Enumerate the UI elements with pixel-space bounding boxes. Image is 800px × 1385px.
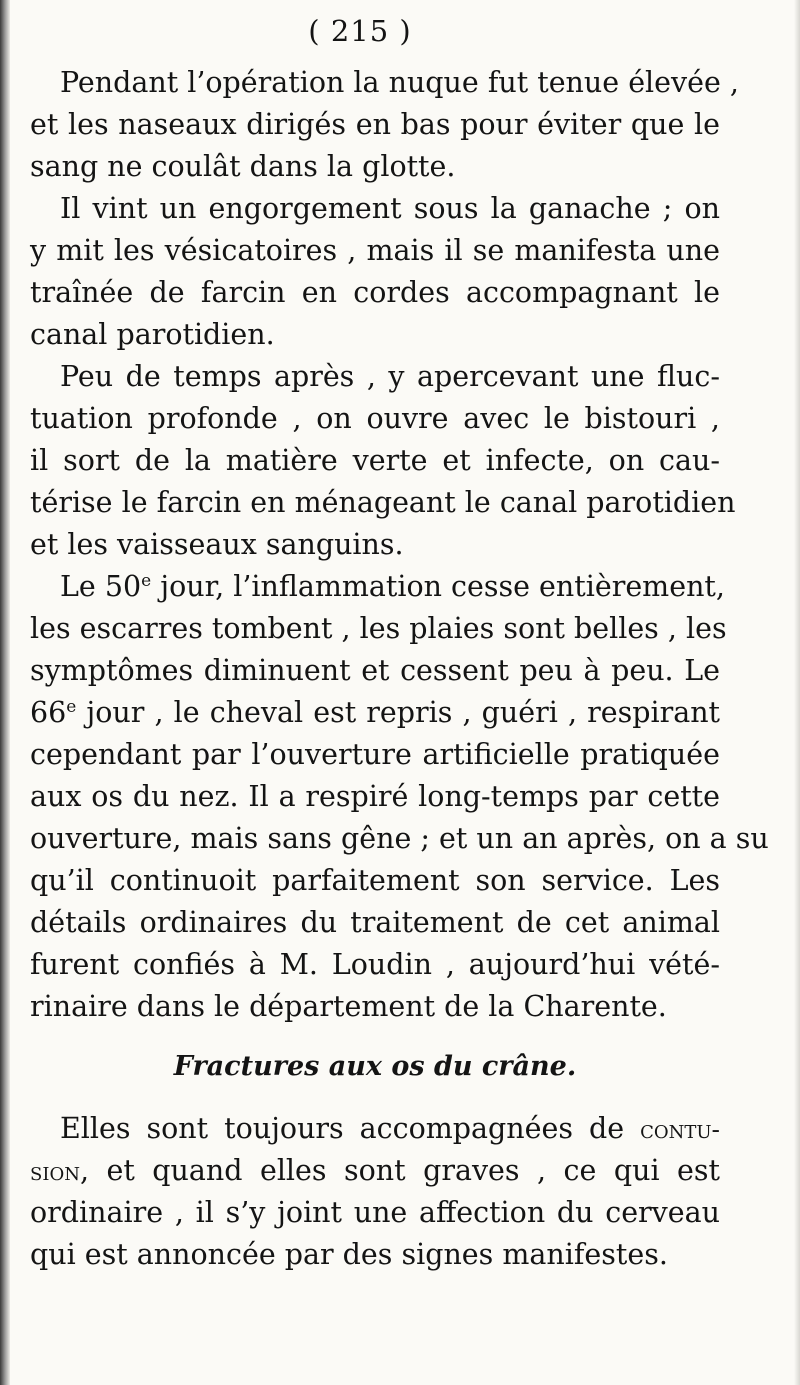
text-line: Le 50e jour, l’inflammation cesse entièrement,: [60, 570, 725, 603]
paragraph-3: [30, 356, 736, 566]
text-line: furent confiés à M. Loudin , aujourd’hui vété-: [30, 948, 720, 981]
text-line: détails ordinaires du traitement de cet animal: [30, 906, 720, 939]
text-line: canal parotidien.: [30, 318, 275, 351]
paragraph-5: [30, 1108, 720, 1276]
text-line: aux os du nez. Il a respiré long-temps par cette: [30, 780, 720, 813]
text-line: 66e jour , le cheval est repris , guéri , respirant: [30, 696, 720, 729]
text-line: térise le farcin en ménageant le canal parotidien: [30, 486, 736, 519]
paragraph-2: [30, 188, 720, 356]
small-caps-word: sion: [30, 1157, 80, 1186]
ordinal-superscript: e: [141, 571, 152, 591]
text-line: qu’il continuoit parfaitement son service. Les: [30, 864, 720, 897]
ordinal-superscript: e: [66, 697, 77, 717]
text-line: et les vaisseaux sanguins.: [30, 528, 404, 561]
text-line: ordinaire , il s’y joint une affection du cerveau: [30, 1196, 720, 1229]
text-line: symptômes diminuent et cessent peu à peu. Le: [30, 654, 720, 687]
text-line: il sort de la matière verte et infecte, on cau-: [30, 444, 720, 477]
text-line: sang ne coulât dans la glotte.: [30, 150, 456, 183]
text-line: qui est annoncée par des signes manifestes.: [30, 1238, 668, 1271]
text-line: y mit les vésicatoires , mais il se manifesta une: [30, 234, 720, 267]
paragraph-4: [30, 566, 769, 1028]
text-line: les escarres tombent , les plaies sont belles , les: [30, 612, 727, 645]
text-line: Elles sont toujours accompagnées de contu-: [60, 1112, 720, 1145]
text-line: rinaire dans le département de la Charente.: [30, 990, 667, 1023]
text-line: sion, et quand elles sont graves , ce qui est: [30, 1154, 720, 1187]
page-number: ( 215 ): [308, 14, 412, 48]
text-line: traînée de farcin en cordes accompagnant le: [30, 276, 720, 309]
paragraph-1: [30, 62, 739, 188]
text-line: Il vint un engorgement sous la ganache ; on: [60, 192, 720, 225]
text-line: Peu de temps après , y apercevant une fluc-: [60, 360, 720, 393]
text-line: tuation profonde , on ouvre avec le bistouri ,: [30, 402, 720, 435]
text-line: cependant par l’ouverture artificielle pratiquée: [30, 738, 720, 771]
text-line: ouverture, mais sans gêne ; et un an après, on a su: [30, 822, 769, 855]
text-line: et les naseaux dirigés en bas pour éviter que le: [30, 108, 720, 141]
text-line: Pendant l’opération la nuque fut tenue élevée ,: [60, 66, 739, 99]
section-heading: Fractures aux os du crâne.: [173, 1051, 577, 1082]
small-caps-word: contu-: [640, 1115, 720, 1144]
